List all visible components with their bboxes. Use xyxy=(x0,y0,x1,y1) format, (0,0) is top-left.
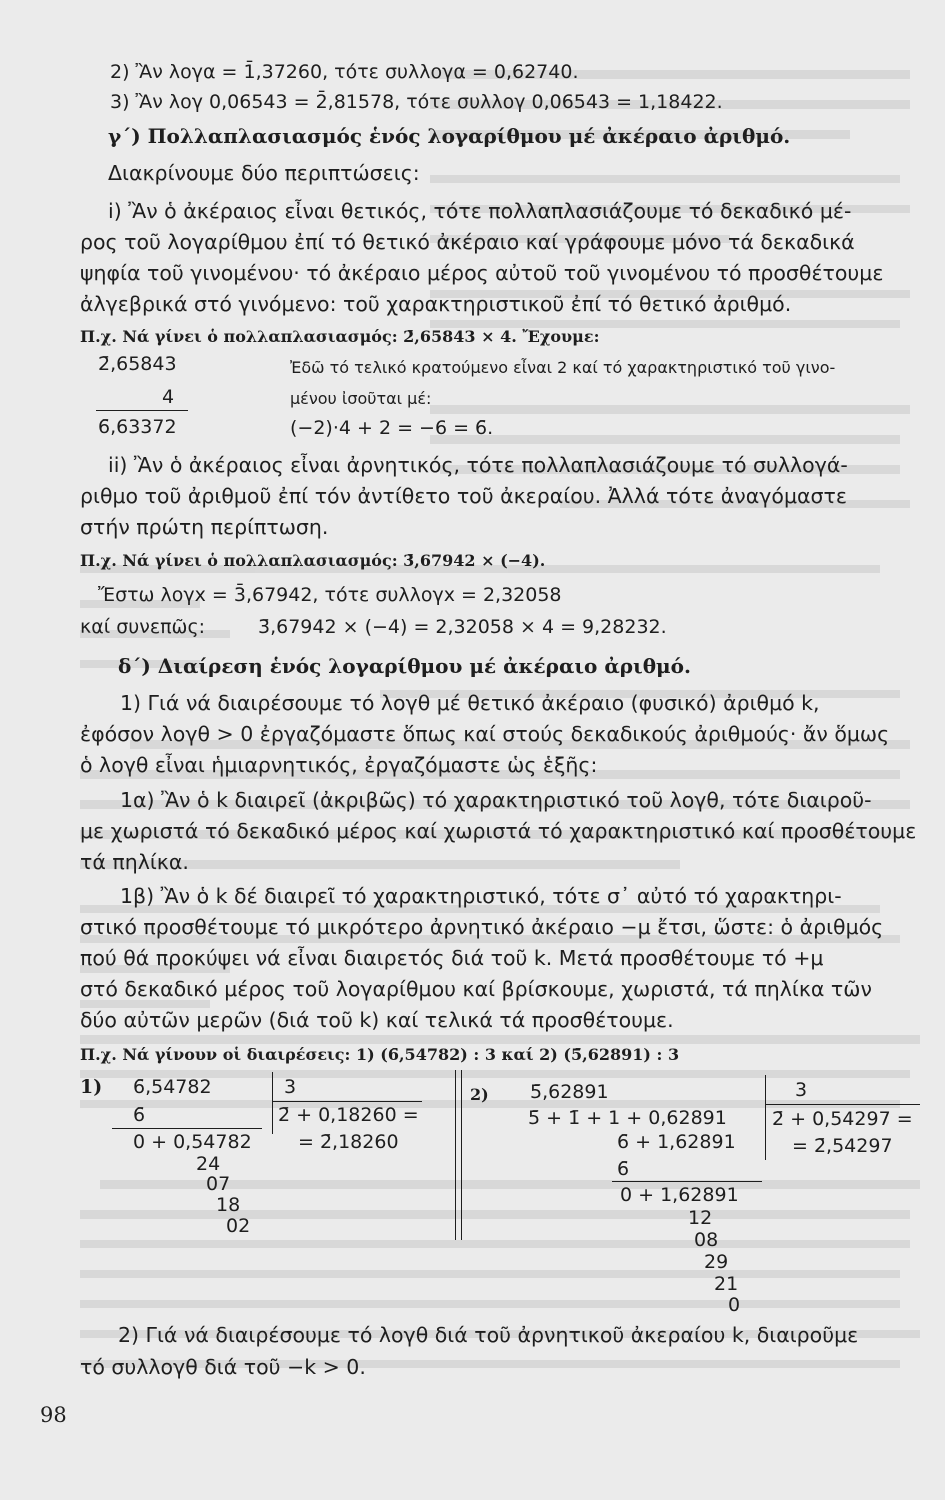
example1-multiplier: 4 xyxy=(162,386,175,408)
paragraph-1b-line: στικό προσθέτουμε τό μικρότερο ἀρνητικό ἀκέραιο −μ ἔτσι, ὥστε: ὁ ἀριθμός xyxy=(80,915,884,939)
division1-quotient: = 2̄,18260 xyxy=(298,1131,399,1153)
case-i-line: ἀλγεβρικά στό γινόμενο: τοῦ χαρακτηριστικοῦ ἐπί τό θετικό ἀριθμό. xyxy=(80,292,792,316)
division2-rule xyxy=(612,1181,762,1182)
case-ii-line: στήν πρώτη περίπτωση. xyxy=(80,515,329,539)
example1-rule xyxy=(96,410,188,411)
paragraph-1b-line: πού θά προκύψει νά εἶναι διαιρετός διά τοῦ k. Μετά προσθέτουμε τό +μ xyxy=(80,946,824,970)
paragraph-1a-line: με χωριστά τό δεκαδικό μέρος καί χωριστά τό χαρακτηριστικό καί προσθέτουμε xyxy=(80,819,917,843)
division1-label: 1) xyxy=(80,1076,103,1098)
division2-quotient: 2̄ + 0,54297 = xyxy=(772,1108,913,1130)
division2-step: 29 xyxy=(704,1251,729,1273)
example1-note: μένου ἰσοῦται μέ: xyxy=(290,389,432,408)
division2-quotient: = 2̄,54297 xyxy=(792,1135,893,1157)
section-c-intro: Διακρίνουμε δύο περιπτώσεις: xyxy=(108,161,420,185)
division2-step-line: 6̄ + 1,62891 xyxy=(617,1131,736,1153)
division2-step: 12 xyxy=(688,1207,713,1229)
division2-step: 08 xyxy=(694,1229,719,1251)
example1-multiplicand: 2̄,65843 xyxy=(98,353,177,375)
division2-quotient-rule xyxy=(765,1104,920,1105)
case-i-line: ψηφία τοῦ γινομένου· τό ἀκέραιο μέρος αὐτοῦ τοῦ γινομένου τό προσθέτουμε xyxy=(80,261,884,285)
paragraph-1-line: ὁ λογθ εἶναι ἡμιαρνητικός, ἐργαζόμαστε ὡς ἑξῆς: xyxy=(80,753,598,777)
division2-step-line: 5̄ + 1̄ + 1 + 0,62891 xyxy=(528,1107,727,1129)
division-example-header: Π.χ. Νά γίνουν οἱ διαιρέσεις: 1) (6̄,54782) : 3 καί 2) (5̄,62891) : 3 xyxy=(80,1045,680,1064)
division2-label: 2) xyxy=(470,1085,489,1104)
paragraph-1b-line: στό δεκαδικό μέρος τοῦ λογαρίθμου καί βρίσκουμε, χωριστά, τά πηλίκα τῶν xyxy=(80,977,872,1001)
division1-step: 24 xyxy=(196,1153,221,1175)
paragraph-1a-line: τά πηλίκα. xyxy=(80,850,189,874)
division2-step-line: 6̄ xyxy=(617,1158,630,1180)
divisions-separator xyxy=(461,1070,462,1240)
division1-quotient-rule xyxy=(272,1101,422,1102)
paragraph-1a-line: 1α) Ἂν ὁ k διαιρεῖ (ἀκριβῶς) τό χαρακτηριστικό τοῦ λογθ, τότε διαιροῦ- xyxy=(120,788,872,812)
example-line: 2) Ἂν λογα = 1̄,37260, τότε συλλογα = 0,62740. xyxy=(110,61,579,83)
division2-divider xyxy=(765,1075,766,1160)
division1-step: 02 xyxy=(226,1215,251,1237)
paragraph-1b-line: δύο αὐτῶν μερῶν (διά τοῦ k) καί τελικά τά προσθέτουμε. xyxy=(80,1008,674,1032)
example-line: 3) Ἂν λογ 0,06543 = 2̄,81578, τότε συλλογ 0,06543 = 1,18422. xyxy=(110,91,723,113)
division1-rule xyxy=(112,1128,262,1129)
case-i-line: ρος τοῦ λογαρίθμου ἐπί τό θετικό ἀκέραιο καί γράφουμε μόνο τά δεκαδικά xyxy=(80,230,855,254)
division2-divisor: 3 xyxy=(795,1079,808,1101)
division1-dividend: 6̄,54782 xyxy=(133,1076,212,1098)
example1-note: Ἐδῶ τό τελικό κρατούμενο εἶναι 2 καί τό χαρακτηριστικό τοῦ γινο- xyxy=(290,358,836,377)
division1-step: 18 xyxy=(216,1194,241,1216)
division2-dividend: 5̄,62891 xyxy=(530,1081,609,1103)
division2-step: 21 xyxy=(714,1273,739,1295)
paragraph-1-line: 1) Γιά νά διαιρέσουμε τό λογθ μέ θετικό ἀκέραιο (φυσικό) ἀριθμό k, xyxy=(120,691,820,715)
division1-divisor: 3 xyxy=(284,1076,297,1098)
example2-line: 3̄,67942 × (−4) = 2,32058 × 4 = 9,28232. xyxy=(258,616,667,638)
division2-remainder: 0 + 1,62891 xyxy=(620,1184,739,1206)
case-i-line: i) Ἂν ὁ ἀκέραιος εἶναι θετικός, τότε πολλαπλασιάζουμε τό δεκαδικό μέ- xyxy=(108,199,852,223)
example1-header: Π.χ. Νά γίνει ὁ πολλαπλασιασμός: 2̄,65843 × 4. Ἔχουμε: xyxy=(80,327,600,346)
section-c-title: γ΄) Πολλαπλασιασμός ἑνός λογαρίθμου μέ ἀκέραιο ἀριθμό. xyxy=(108,124,791,148)
example2-header: Π.χ. Νά γίνει ὁ πολλαπλασιασμός: 3̄,67942 × (−4). xyxy=(80,551,546,570)
division1-subtrahend: 6̄ xyxy=(133,1104,146,1126)
divisions-separator xyxy=(455,1070,456,1240)
division1-divider xyxy=(272,1072,273,1134)
paragraph-2-line: τό συλλογθ διά τοῦ −k > 0. xyxy=(80,1355,366,1379)
paragraph-1b-line: 1β) Ἂν ὁ k δέ διαιρεῖ τό χαρακτηριστικό, τότε σ᾽ αὐτό τό χαρακτηρι- xyxy=(120,884,842,908)
division1-remainder: 0 + 0,54782 xyxy=(133,1131,252,1153)
section-d-title: δ΄) Διαίρεση ἑνός λογαρίθμου μέ ἀκέραιο ἀριθμό. xyxy=(118,654,691,678)
example1-formula: (−2)·4 + 2 = −6 = 6̄. xyxy=(290,417,494,439)
page-number: 98 xyxy=(40,1403,67,1427)
paragraph-2-line: 2) Γιά νά διαιρέσουμε τό λογθ διά τοῦ ἀρνητικοῦ ἀκεραίου k, διαιροῦμε xyxy=(118,1323,859,1347)
division1-step: 07 xyxy=(206,1173,231,1195)
paragraph-1-line: ἐφόσον λογθ > 0 ἐργαζόμαστε ὅπως καί στούς δεκαδικούς ἀριθμούς· ἄν ὅμως xyxy=(80,722,890,746)
case-ii-line: ριθμο τοῦ ἀριθμοῦ ἐπί τόν ἀντίθετο τοῦ ἀκεραίου. Ἀλλά τότε ἀναγόμαστε xyxy=(80,484,847,508)
example1-result: 6̄,63372 xyxy=(98,416,177,438)
example2-label: καί συνεπῶς: xyxy=(80,616,206,638)
case-ii-line: ii) Ἂν ὁ ἀκέραιος εἶναι ἀρνητικός, τότε πολλαπλασιάζουμε τό συλλογά- xyxy=(108,453,848,477)
example2-line: Ἔστω λογx = 3̄,67942, τότε συλλογx = 2,32058 xyxy=(98,584,562,606)
division2-step: 0 xyxy=(728,1294,741,1316)
division1-quotient: 2̄ + 0,18260 = xyxy=(278,1104,419,1126)
